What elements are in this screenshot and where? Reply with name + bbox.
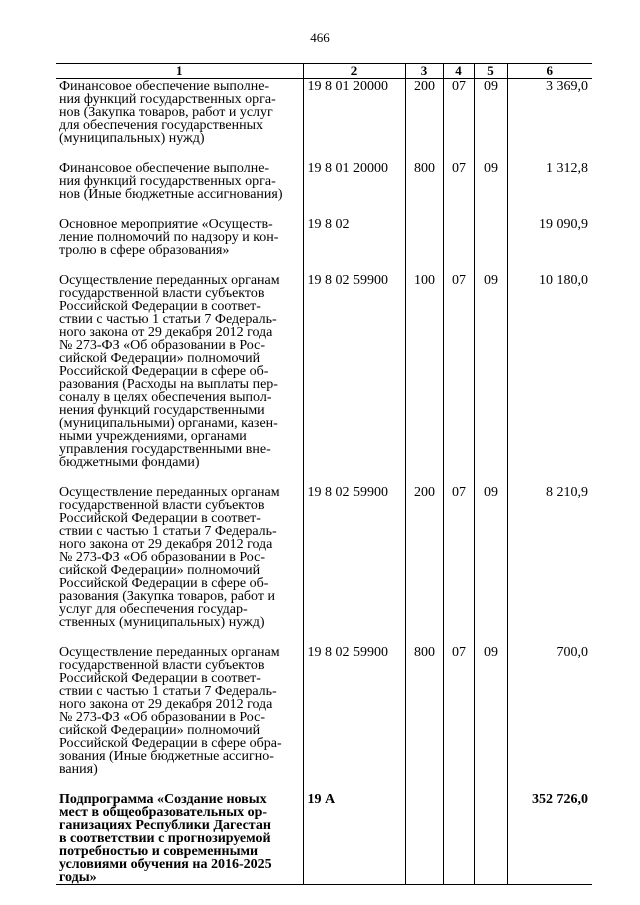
row-vr-cell: 200: [405, 79, 443, 162]
row-vr-cell: 800: [405, 645, 443, 792]
row-sum-cell: 8 210,9: [507, 485, 592, 645]
header-col-1: 1: [56, 64, 303, 79]
row-code-cell: 19 8 02 59900: [303, 273, 405, 485]
row-name-cell: Подпрограмма «Создание новых мест в общеобразовательных ор- ганизациях Республики Дагестан в соответствии с прогнозируемой потребностью и современными условиями обучения на 2016-2025 годы»: [56, 792, 303, 885]
table-row: [56, 792, 592, 885]
row-name-cell: Осуществление переданных органам государственной власти субъектов Российской Федерации в соответ- ствии с частью 1 статьи 7 Федераль- ного закона от 29 декабря 2012 года № 273-ФЗ «Об образовании в Рос- сийской Федерации» полномочий Российской Федерации в сфере об- разования (Расходы на выплаты пер- соналу в целях обеспечения выпол- нения функций государственными (муниципальными) органами, казен- ными учреждениями, органами управления государственными вне- бюджетными фондами): [59, 273, 280, 470]
table-row: [56, 273, 592, 485]
row-pr-cell: 09: [474, 273, 507, 485]
row-name-cell: Осуществление переданных органам государственной власти субъектов Российской Федерации в соответ- ствии с частью 1 статьи 7 Федераль- ного закона от 29 декабря 2012 года № 273-ФЗ «Об образовании в Рос- сийской Федерации» полномочий Российской Федерации в сфере об- разования (Закупка товаров, работ и услуг для обеспечения государ- ственных (муниципальных) нужд): [59, 485, 280, 630]
row-pr-cell: 09: [474, 79, 507, 162]
row-name-cell: Основное мероприятие «Осуществ- ление полномочий по надзору и кон- тролю в сфере образования»: [59, 217, 279, 258]
row-sum-cell: 10 180,0: [507, 273, 592, 485]
row-pr-cell: [474, 217, 507, 273]
row-pr-cell: [474, 792, 507, 885]
row-code-cell: 19 А: [303, 792, 405, 885]
row-pr-cell: 09: [474, 645, 507, 792]
row-vr-cell: 800: [405, 161, 443, 217]
page-number: 466: [310, 30, 330, 45]
table-row: [56, 161, 592, 217]
table-row: [56, 79, 592, 162]
row-code-cell: 19 8 02: [303, 217, 405, 273]
header-col-2: 2: [303, 64, 405, 79]
header-col-4: 4: [443, 64, 474, 79]
budget-table: [56, 63, 592, 885]
header-col-5: 5: [474, 64, 507, 79]
row-vr-cell: [405, 792, 443, 885]
table-row: [56, 485, 592, 645]
row-sum-cell: 3 369,0: [507, 79, 592, 162]
row-pr-cell: 09: [474, 485, 507, 645]
table-row: [56, 217, 592, 273]
table-row: [56, 645, 592, 792]
row-vr-cell: 100: [405, 273, 443, 485]
row-code-cell: 19 8 01 20000: [303, 79, 405, 162]
header-row: [56, 64, 592, 79]
row-rz-cell: 07: [443, 161, 474, 217]
header-col-6: 6: [507, 64, 592, 79]
row-vr-cell: [405, 217, 443, 273]
row-rz-cell: 07: [443, 645, 474, 792]
row-rz-cell: [443, 217, 474, 273]
row-rz-cell: 07: [443, 485, 474, 645]
row-rz-cell: [443, 792, 474, 885]
row-code-cell: 19 8 02 59900: [303, 645, 405, 792]
row-name-cell: Финансовое обеспечение выполне- ния функций государственных орга- нов (Закупка товаров, работ и услуг для обеспечения государственных (муниципальных) нужд): [59, 79, 276, 146]
header-col-3: 3: [405, 64, 443, 79]
row-code-cell: 19 8 01 20000: [303, 161, 405, 217]
row-name-cell: Осуществление переданных органам государственной власти субъектов Российской Федерации в соответ- ствии с частью 1 статьи 7 Федераль- ного закона от 29 декабря 2012 года № 273-ФЗ «Об образовании в Рос- сийской Федерации» полномочий Российской Федерации в сфере обра- зования (Иные бюджетные ассигно- вания): [59, 645, 282, 777]
row-sum-cell: 352 726,0: [507, 792, 592, 885]
row-name-cell: Финансовое обеспечение выполне- ния функций государственных орга- нов (Иные бюджетные ассигнования): [59, 161, 283, 202]
row-pr-cell: 09: [474, 161, 507, 217]
row-rz-cell: 07: [443, 79, 474, 162]
row-sum-cell: 700,0: [507, 645, 592, 792]
row-sum-cell: 1 312,8: [507, 161, 592, 217]
row-sum-cell: 19 090,9: [507, 217, 592, 273]
row-code-cell: 19 8 02 59900: [303, 485, 405, 645]
row-vr-cell: 200: [405, 485, 443, 645]
row-rz-cell: 07: [443, 273, 474, 485]
